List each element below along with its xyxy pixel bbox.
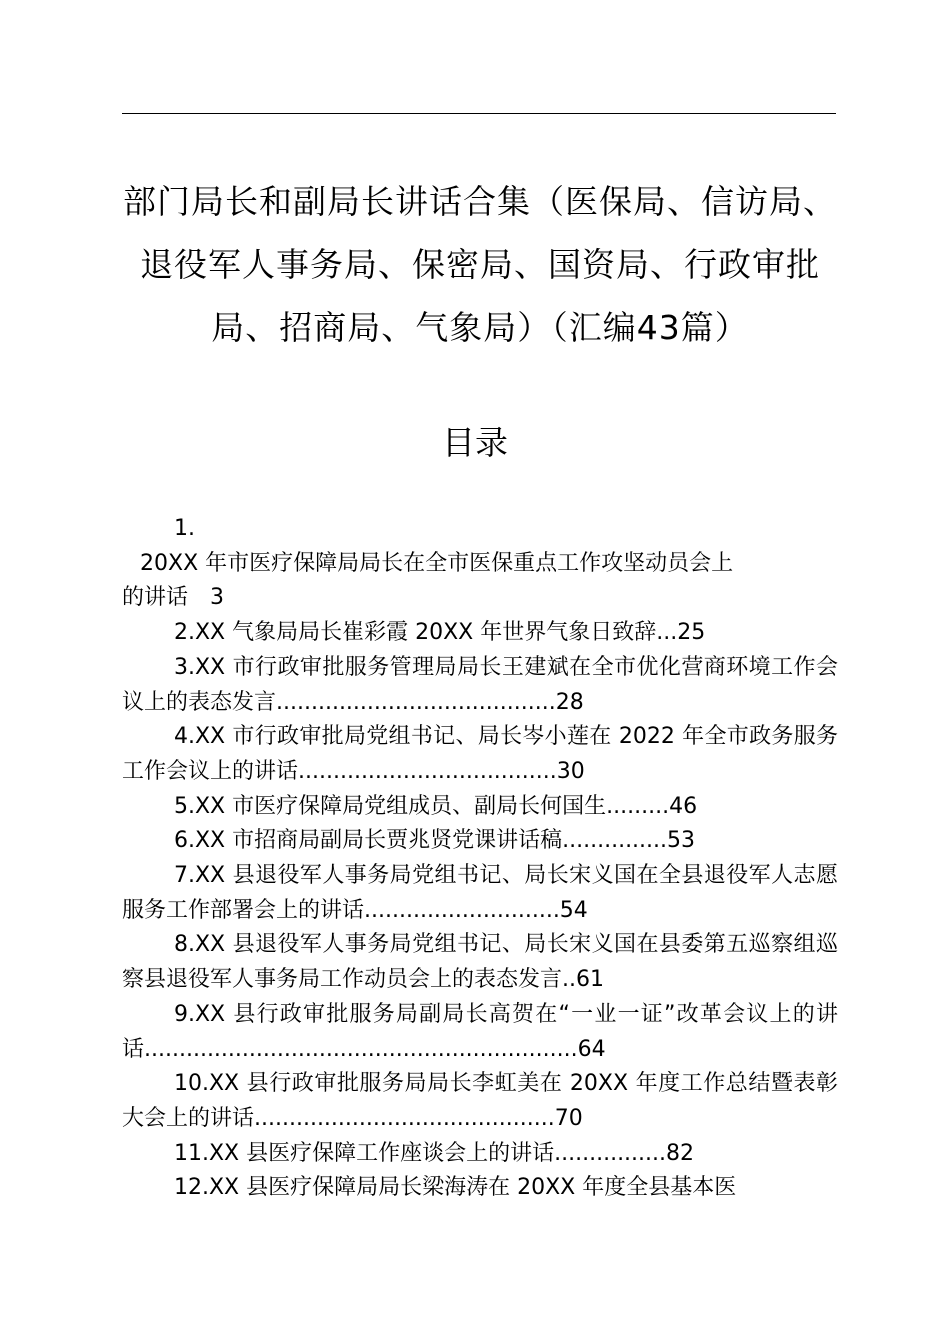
title-line-2: 退役军人事务局、保密局、国资局、行政审批 <box>140 245 820 284</box>
toc-entry-4[interactable]: 4.XX 市行政审批局党组书记、局长岑小莲在 2022 年全市政务服务工作会议上的讲话.....................................30 <box>122 724 838 784</box>
toc-entry-8[interactable]: 8.XX 县退役军人事务局党组书记、局长宋义国在县委第五巡察组巡察县退役军人事务局工作动员会上的表态发言..61 <box>122 932 838 993</box>
toc-entry-1-line1: 20XX 年市医疗保障局局长在全市医保重点工作攻坚动员会上 <box>140 550 734 576</box>
title-line-1: 部门局长和副局长讲话合集（医保局、信访局、 <box>123 182 837 221</box>
document-title <box>110 170 850 359</box>
toc-entry-11[interactable]: 11.XX 县医疗保障工作座谈会上的讲话................82 <box>174 1140 695 1166</box>
toc-heading: 目录 <box>442 423 508 462</box>
table-of-contents <box>122 512 838 1206</box>
toc-entry-1-number: 1. <box>174 516 195 541</box>
toc-entry-6[interactable]: 6.XX 市招商局副局长贾兆贤党课讲话稿...............53 <box>174 828 696 854</box>
toc-entry-12[interactable]: 12.XX 县医疗保障局局长梁海涛在 20XX 年度全县基本医 <box>174 1175 737 1201</box>
toc-entry-7[interactable]: 7.XX 县退役军人事务局党组书记、局长宋义国在全县退役军人志愿服务工作部署会上的讲话............................54 <box>122 863 838 923</box>
toc-entry-1-line2: 的讲话 3 <box>122 585 224 611</box>
toc-entry-1-text <box>122 547 838 616</box>
header-rule <box>122 113 836 114</box>
toc-entry-3[interactable]: 3.XX 市行政审批服务管理局局长王建斌在全市优化营商环境工作会议上的表态发言........................................28 <box>122 654 838 715</box>
toc-entry-1[interactable] <box>122 512 838 616</box>
toc-entry-5[interactable]: 5.XX 市医疗保障局党组成员、副局长何国生.........46 <box>174 793 698 819</box>
toc-entry-2[interactable]: 2.XX 气象局局长崔彩霞 20XX 年世界气象日致辞...25 <box>174 620 706 646</box>
toc-entry-10[interactable]: 10.XX 县行政审批服务局局长李虹美在 20XX 年度工作总结暨表彰大会上的讲话...........................................70 <box>122 1071 838 1131</box>
toc-entry-9[interactable]: 9.XX 县行政审批服务局副局长高贺在“一业一证”改革会议上的讲话..............................................................64 <box>122 1001 838 1062</box>
title-line-3: 局、招商局、气象局）（汇编43篇） <box>211 308 749 347</box>
